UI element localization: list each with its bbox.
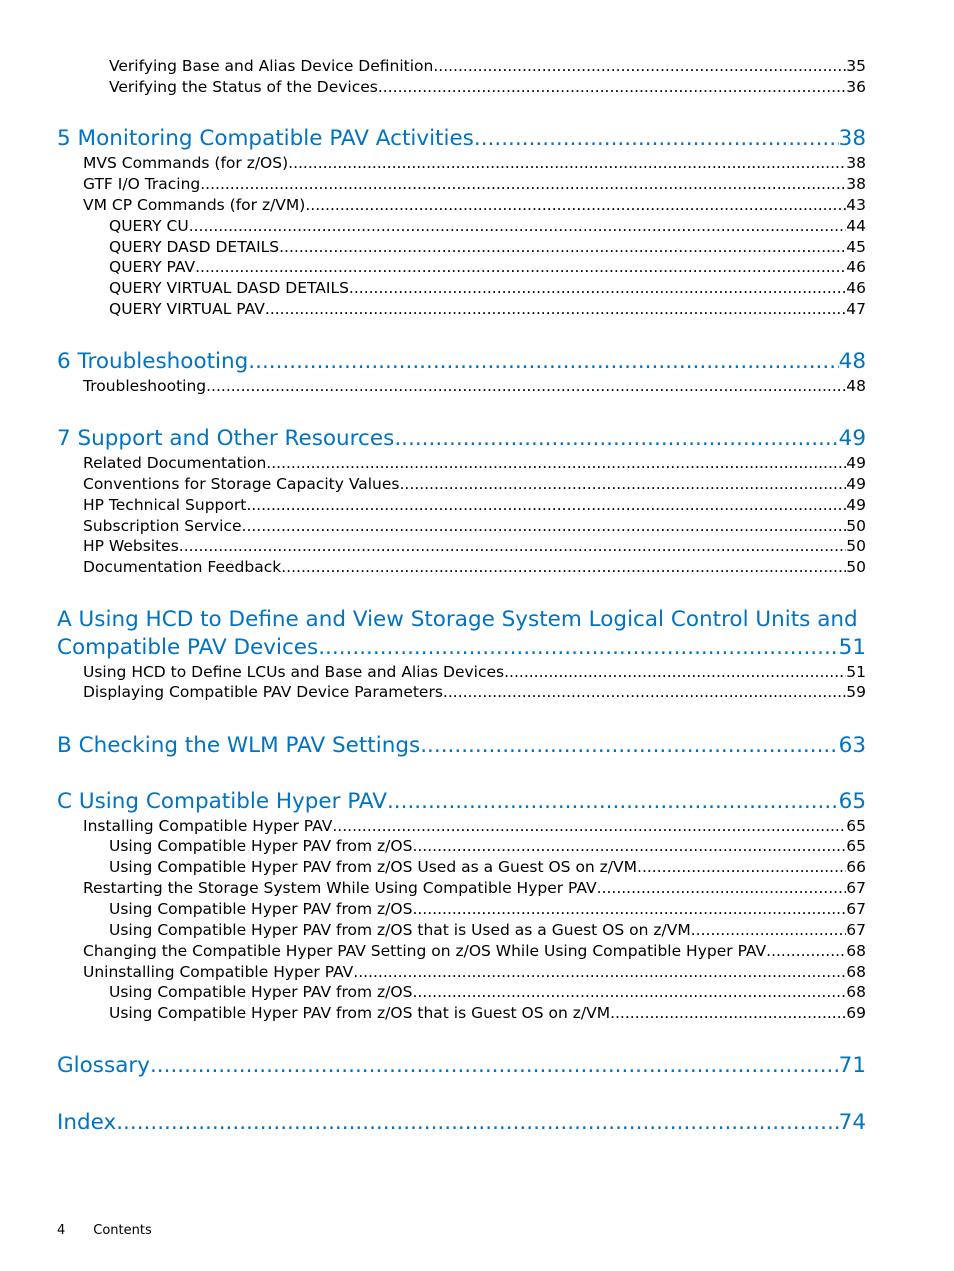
toc-entry[interactable]: Using Compatible Hyper PAV from z/OS ..... 67 (109, 899, 866, 919)
toc-entry[interactable]: Using Compatible Hyper PAV from z/OS ..... 65 (109, 836, 866, 856)
toc-entry[interactable]: Restarting the Storage System While Using Compatible Hyper PAV ..... 67 (83, 878, 866, 898)
toc-entry[interactable]: Using Compatible Hyper PAV from z/OS that is Used as a Guest OS on z/VM ..... 67 (109, 920, 866, 940)
toc-entry[interactable]: Troubleshooting ..... 48 (83, 376, 866, 396)
toc-entry[interactable]: QUERY CU ..... 44 (109, 216, 866, 236)
toc-entry[interactable]: QUERY VIRTUAL DASD DETAILS ..... 46 (109, 278, 866, 298)
toc-chapter-heading[interactable]: Glossary ..... 71 (57, 1052, 866, 1080)
toc-chapter-heading[interactable]: Index ..... 74 (57, 1109, 866, 1137)
toc-entry[interactable]: Using Compatible Hyper PAV from z/OS Used as a Guest OS on z/VM ..... 66 (109, 857, 866, 877)
toc-entry[interactable]: QUERY DASD DETAILS ..... 45 (109, 237, 866, 257)
toc-chapter-heading[interactable]: 5 Monitoring Compatible PAV Activities ..... 38 (57, 125, 866, 153)
toc-chapter-heading[interactable]: Compatible PAV Devices ..... 51 (57, 634, 866, 662)
toc-chapter-heading[interactable]: 7 Support and Other Resources ..... 49 (57, 425, 866, 453)
toc-entry[interactable]: Related Documentation ..... 49 (83, 453, 866, 473)
toc-entry[interactable]: HP Technical Support ..... 49 (83, 495, 866, 515)
toc-appendix-heading-line1[interactable]: A Using HCD to Define and View Storage System Logical Control Units and (57, 607, 858, 632)
toc-entry[interactable]: Using HCD to Define LCUs and Base and Alias Devices ..... 51 (83, 662, 866, 682)
toc-entry[interactable]: Changing the Compatible Hyper PAV Setting on z/OS While Using Compatible Hyper PAV ..... 68 (83, 941, 866, 961)
toc-entry[interactable]: Using Compatible Hyper PAV from z/OS ..... 68 (109, 982, 866, 1002)
toc-entry[interactable]: Installing Compatible Hyper PAV ..... 65 (83, 816, 866, 836)
toc-entry[interactable]: QUERY VIRTUAL PAV ..... 47 (109, 299, 866, 319)
toc-entry[interactable]: Subscription Service ..... 50 (83, 516, 866, 536)
toc-entry[interactable]: HP Websites ..... 50 (83, 536, 866, 556)
toc-entry[interactable]: Conventions for Storage Capacity Values ..... 49 (83, 474, 866, 494)
page-footer (57, 1222, 152, 1240)
toc-entry[interactable]: VM CP Commands (for z/VM) ..... 43 (83, 195, 866, 215)
toc-entry[interactable]: GTF I/O Tracing ..... 38 (83, 174, 866, 194)
toc-chapter-heading[interactable]: C Using Compatible Hyper PAV ..... 65 (57, 788, 866, 816)
toc-chapter-heading[interactable]: 6 Troubleshooting ..... 48 (57, 348, 866, 376)
toc-entry[interactable]: Displaying Compatible PAV Device Parameters ..... 59 (83, 682, 866, 702)
toc-entry[interactable]: Documentation Feedback ..... 50 (83, 557, 866, 577)
footer-page-number: 4 (57, 1223, 66, 1238)
toc-entry[interactable]: Using Compatible Hyper PAV from z/OS that is Guest OS on z/VM ..... 69 (109, 1003, 866, 1023)
toc-entry[interactable]: Verifying the Status of the Devices ..... 36 (109, 77, 866, 97)
toc-entry[interactable]: QUERY PAV ..... 46 (109, 257, 866, 277)
toc-entry[interactable]: Uninstalling Compatible Hyper PAV ..... 68 (83, 962, 866, 982)
toc-entry[interactable]: MVS Commands (for z/OS) ..... 38 (83, 153, 866, 173)
toc-chapter-heading[interactable]: B Checking the WLM PAV Settings ..... 63 (57, 732, 866, 760)
footer-section-label: Contents (93, 1223, 152, 1238)
toc-entry[interactable]: Verifying Base and Alias Device Definition ..... 35 (109, 56, 866, 76)
